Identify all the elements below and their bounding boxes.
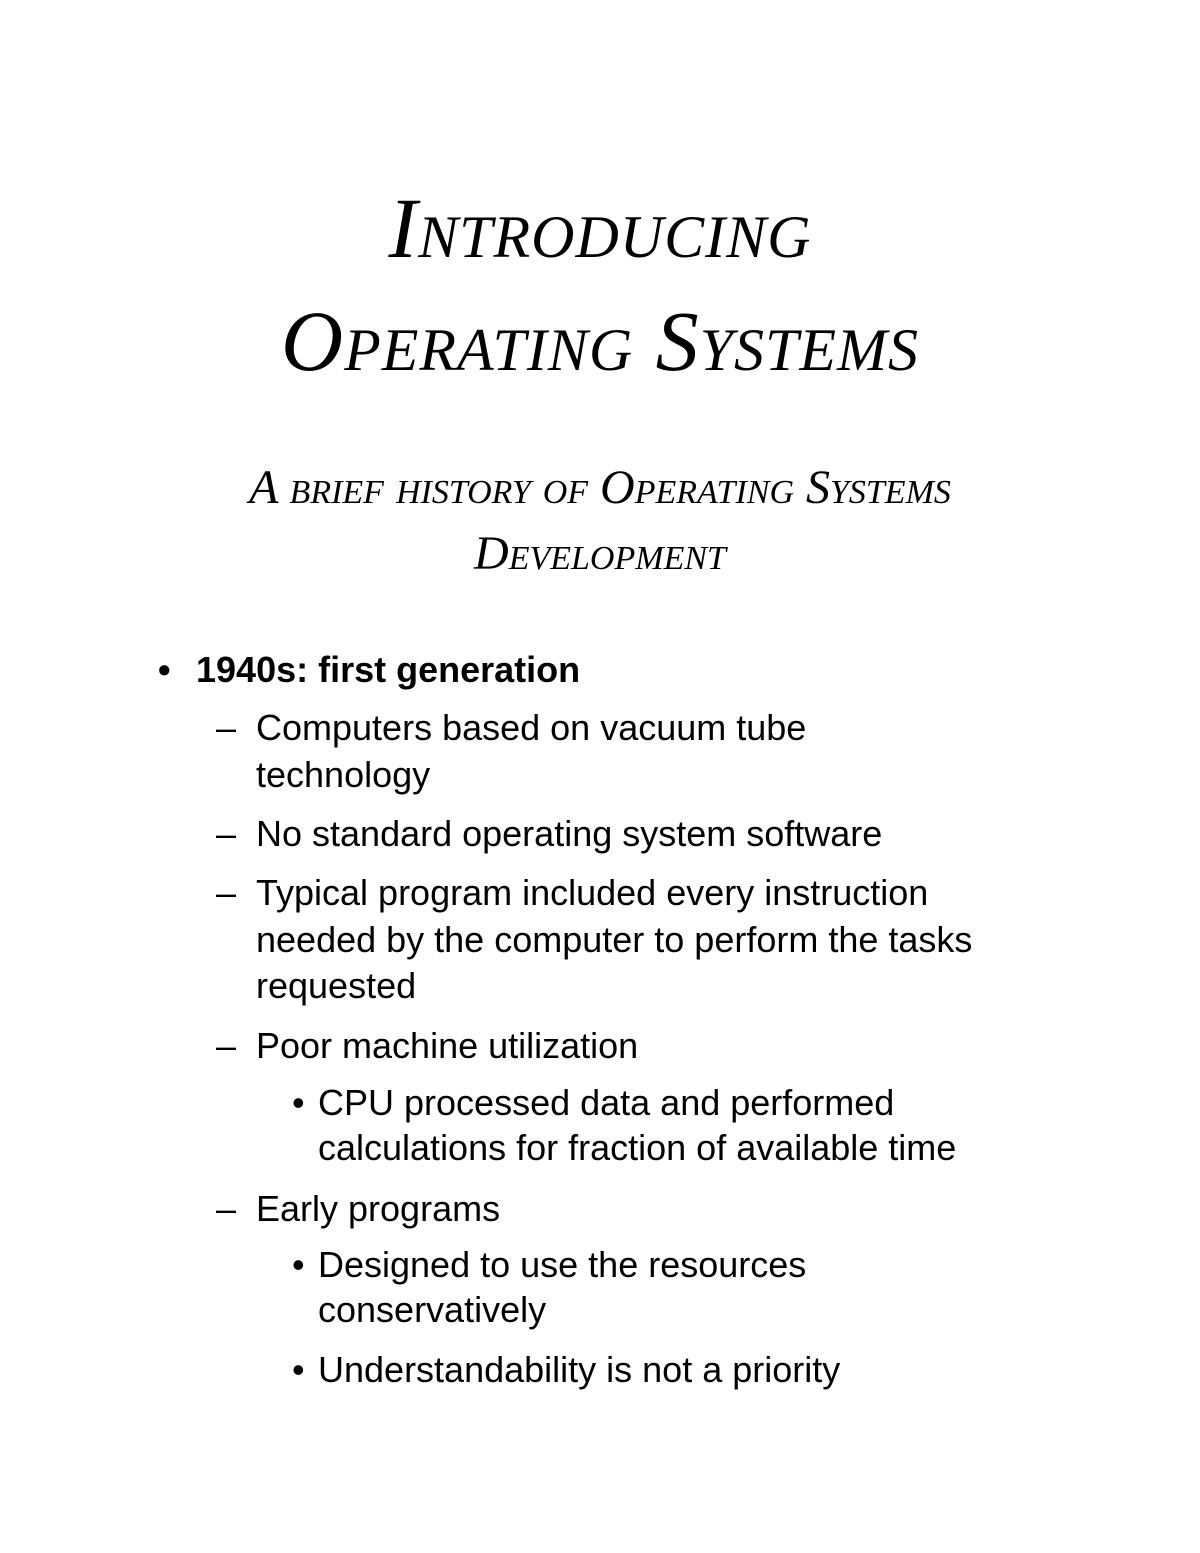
list-item-early-programs: Early programs [256, 1188, 501, 1229]
list-item-typical-program-line-3: requested [256, 965, 417, 1006]
list-item-typical-program-line-1: Typical program included every instruction [256, 872, 929, 913]
list-item-poor-utilization: Poor machine utilization [256, 1025, 639, 1066]
list-item-vacuum-tube-line-1: Computers based on vacuum tube [256, 707, 807, 748]
level3-bullet-marker: • [292, 1349, 305, 1390]
bullet-heading-1940s: 1940s: first generation [196, 649, 581, 690]
list-item-typical-program-line-2: needed by the computer to perform the tasks [256, 919, 973, 960]
page-title-line-2: Operating Systems [280, 293, 920, 389]
page-title-line-1: Introducing [388, 180, 812, 276]
level2-dash-marker: – [216, 813, 237, 854]
page-subtitle-line-2: Development [474, 527, 726, 580]
level3-bullet-marker: • [292, 1082, 305, 1123]
level2-dash-marker: – [216, 707, 237, 748]
list-subitem-understandability: Understandability is not a priority [318, 1349, 841, 1390]
list-subitem-conservative-line-2: conservatively [318, 1289, 547, 1330]
level2-dash-marker: – [216, 872, 237, 913]
level3-bullet-marker: • [292, 1244, 305, 1285]
level2-dash-marker: – [216, 1188, 237, 1229]
level2-dash-marker: – [216, 1025, 237, 1066]
list-item-vacuum-tube-line-2: technology [256, 754, 431, 795]
level1-bullet-marker: • [158, 649, 171, 690]
list-subitem-conservative-line-1: Designed to use the resources [318, 1244, 807, 1285]
page-subtitle-line-1: A brief history of Operating Systems [249, 461, 951, 514]
list-subitem-cpu-line-1: CPU processed data and performed [318, 1082, 895, 1123]
list-subitem-cpu-line-2: calculations for fraction of available time [318, 1127, 957, 1168]
list-item-no-standard-os: No standard operating system software [256, 813, 883, 854]
